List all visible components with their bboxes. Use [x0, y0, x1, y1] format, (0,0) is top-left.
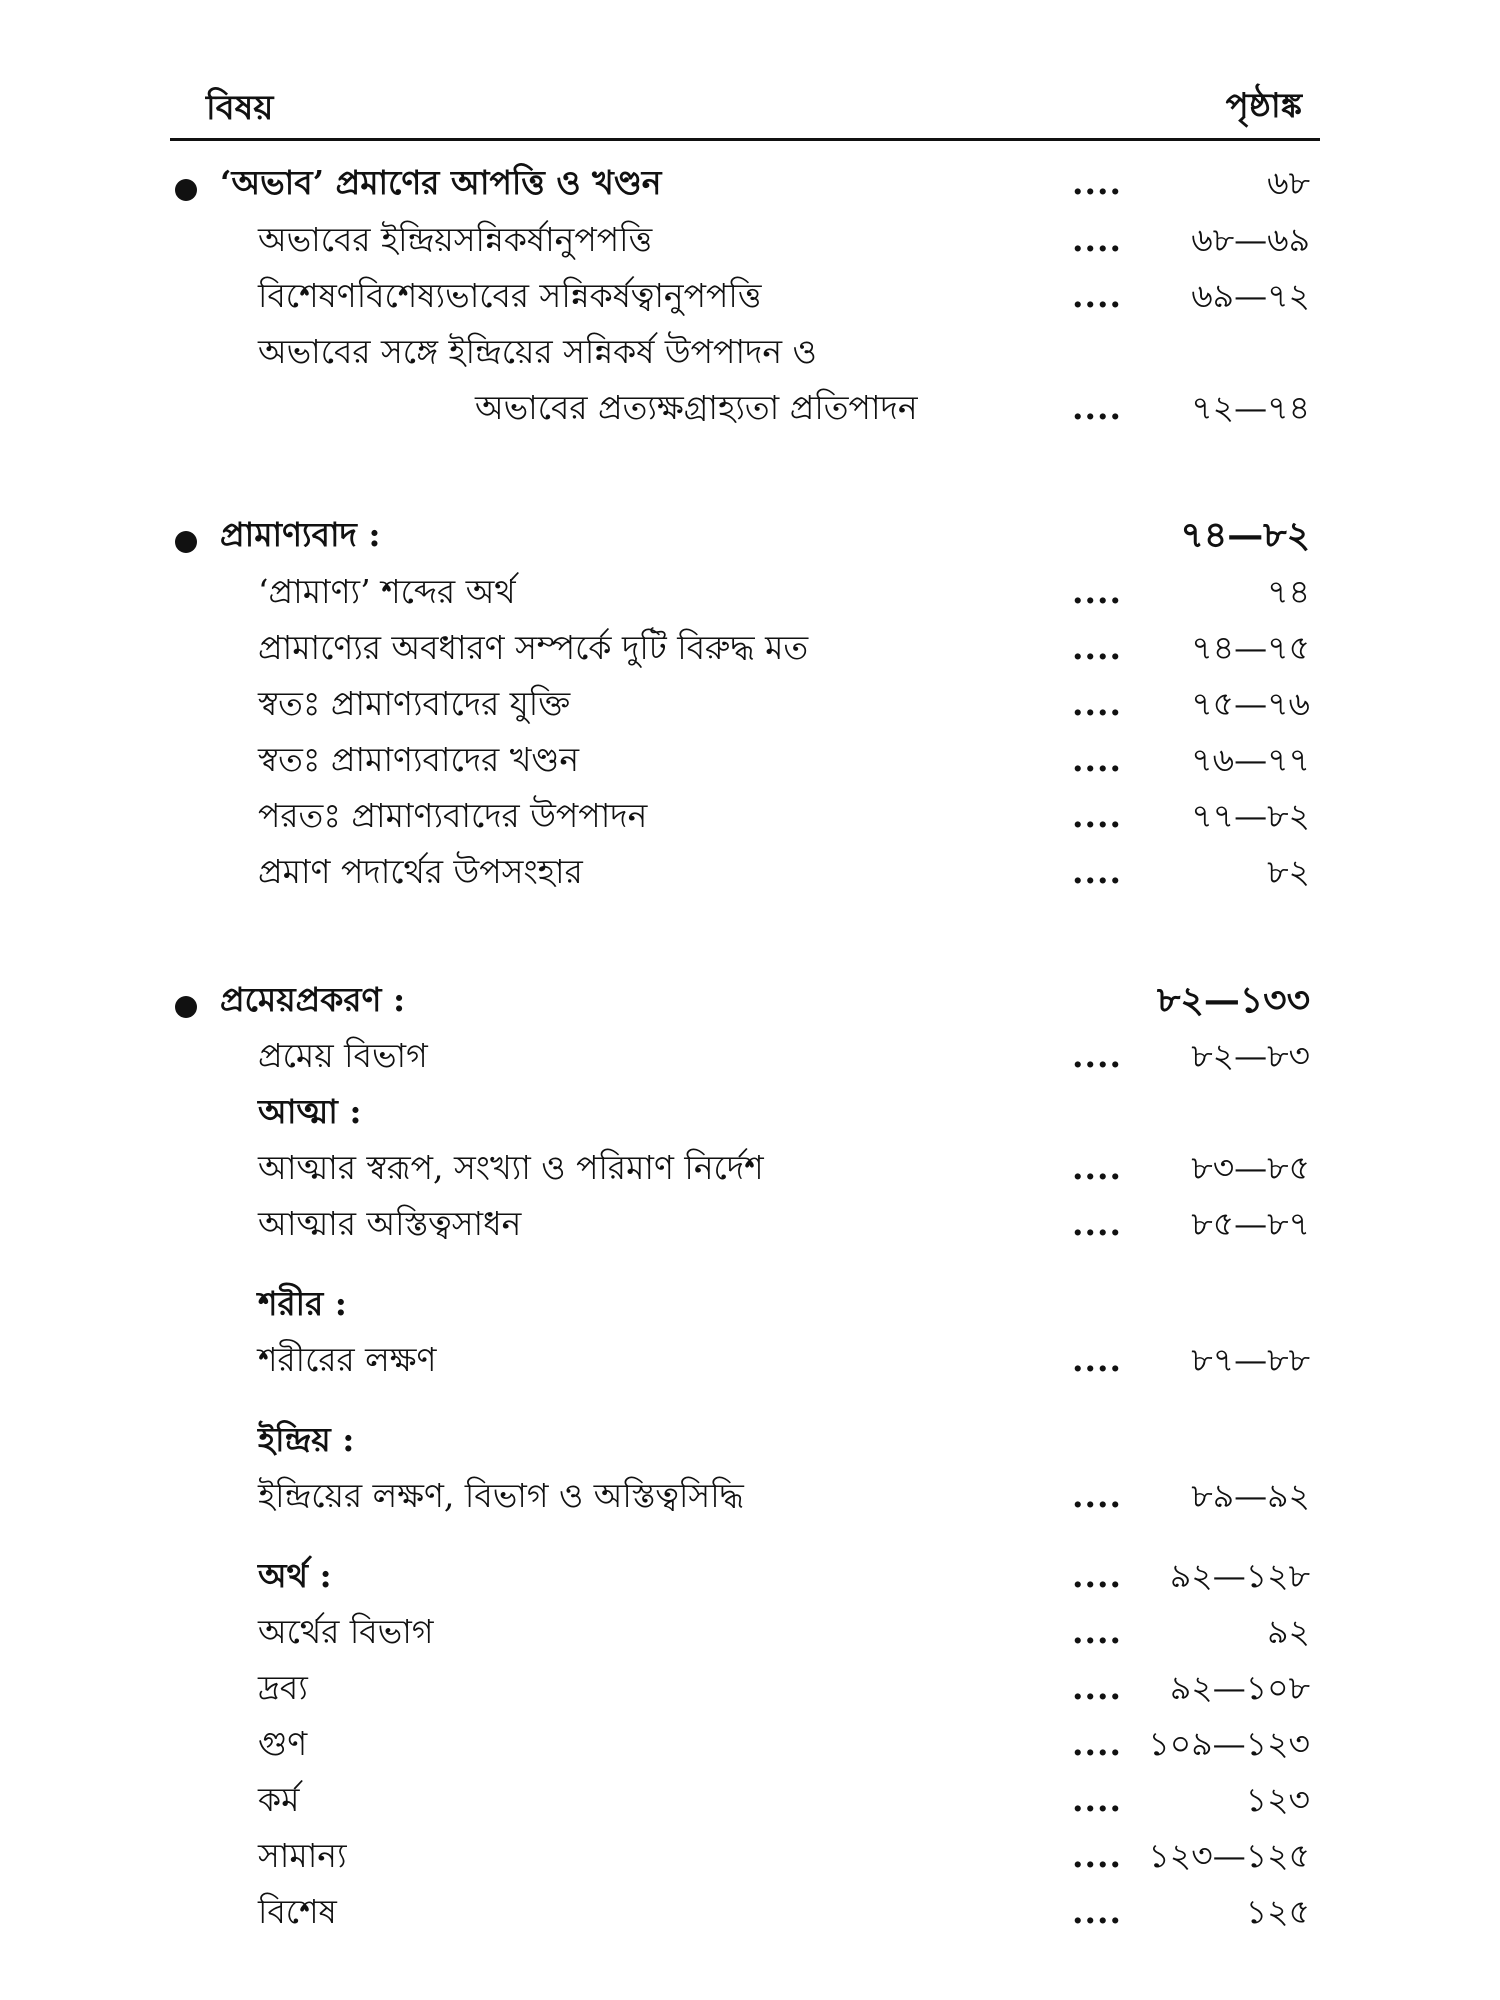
entry-title: অভাবের প্রত্যক্ষগ্রাহ্যতা প্রতিপাদন: [475, 388, 918, 427]
entry-title: ইন্দ্রিয় :: [258, 1420, 355, 1459]
entry-title: গুণ: [258, 1724, 308, 1763]
toc-entry: [0, 1660, 1500, 1714]
toc-entry: [0, 380, 1500, 434]
entry-page: ৬৯—৭২: [1191, 276, 1310, 315]
toc-entry: [0, 788, 1500, 842]
entry-title: স্বতঃ প্রামাণ্যবাদের যুক্তি: [258, 684, 571, 723]
toc-entry: [0, 155, 1500, 209]
entry-title: অভাবের ইন্দ্রিয়সন্নিকর্ষানুপপত্তি: [258, 220, 653, 259]
toc-entry: [0, 620, 1500, 674]
entry-title: প্রমেয়প্রকরণ :: [220, 980, 406, 1019]
entry-dots: ....: [1072, 1724, 1122, 1763]
toc-header: [170, 72, 1320, 141]
entry-dots: ....: [1072, 572, 1122, 611]
entry-title: পরতঃ প্রামাণ্যবাদের উপপাদন: [258, 796, 648, 835]
entry-title: অর্থ :: [258, 1556, 332, 1595]
toc-entry: [0, 1084, 1500, 1138]
entry-page: ৮৭—৮৮: [1191, 1340, 1310, 1379]
entry-dots: ....: [1072, 1836, 1122, 1875]
entry-page: ৮৯—৯২: [1191, 1476, 1310, 1515]
entry-page: ৮২—১৩৩: [1157, 979, 1310, 1021]
header-subject: বিষয়: [206, 88, 274, 128]
entry-title: বিশেষ: [258, 1892, 337, 1931]
toc-entry: [0, 1332, 1500, 1386]
toc-entry: [0, 564, 1500, 618]
entry-title: অর্থের বিভাগ: [258, 1612, 434, 1651]
toc-entry: [0, 676, 1500, 730]
entry-dots: ....: [1072, 1340, 1122, 1379]
entry-page: ৭৭—৮২: [1191, 796, 1310, 835]
entry-page: ১২৩—১২৫: [1148, 1836, 1310, 1875]
entry-page: ১২৫: [1245, 1892, 1310, 1931]
bullet-icon: [175, 996, 197, 1018]
toc-entry: [0, 844, 1500, 898]
toc-entry: [0, 1548, 1500, 1602]
entry-title: ইন্দ্রিয়ের লক্ষণ, বিভাগ ও অস্তিত্বসিদ্ধি: [258, 1476, 744, 1515]
entry-title: আত্মার স্বরূপ, সংখ্যা ও পরিমাণ নির্দেশ: [258, 1148, 764, 1187]
toc-entry: [0, 1716, 1500, 1770]
entry-title: প্রামাণ্যের অবধারণ সম্পর্কে দুটি বিরুদ্ধ মত: [258, 628, 809, 667]
toc-entry: [0, 1028, 1500, 1082]
entry-dots: ....: [1072, 628, 1122, 667]
entry-title: শরীর :: [258, 1284, 347, 1323]
entry-title: প্রামাণ্যবাদ :: [220, 515, 381, 554]
entry-title: দ্রব্য: [258, 1668, 308, 1707]
entry-dots: ....: [1072, 684, 1122, 723]
entry-title: প্রমাণ পদার্থের উপসংহার: [258, 852, 583, 891]
entry-page: ৭৪—৮২: [1180, 514, 1310, 556]
toc-entry: [0, 1276, 1500, 1330]
entry-dots: ....: [1072, 1668, 1122, 1707]
toc-entry: [0, 324, 1500, 378]
entry-dots: ....: [1072, 1780, 1122, 1819]
entry-title: প্রমেয় বিভাগ: [258, 1036, 428, 1075]
entry-title: ‘প্রামাণ্য’ শব্দের অর্থ: [258, 572, 516, 611]
entry-page: ১০৯—১২৩: [1148, 1724, 1310, 1763]
entry-dots: ....: [1072, 1036, 1122, 1075]
entry-page: ৮৩—৮৫: [1191, 1148, 1310, 1187]
toc-entry: [0, 1196, 1500, 1250]
entry-dots: ....: [1072, 276, 1122, 315]
entry-dots: ....: [1072, 1148, 1122, 1187]
entry-title: স্বতঃ প্রামাণ্যবাদের খণ্ডন: [258, 740, 580, 779]
entry-title: আত্মার অস্তিত্বসাধন: [258, 1204, 522, 1243]
entry-title: অভাবের সঙ্গে ইন্দ্রিয়ের সন্নিকর্ষ উপপাদন ও: [258, 332, 817, 371]
entry-dots: ....: [1072, 1204, 1122, 1243]
entry-page: ৭৪: [1267, 572, 1310, 611]
entry-dots: ....: [1072, 740, 1122, 779]
entry-dots: ....: [1072, 1476, 1122, 1515]
entry-page: ৭২—৭৪: [1191, 388, 1310, 427]
toc-entry: [0, 1884, 1500, 1938]
bullet-icon: [175, 531, 197, 553]
entry-page: ৬৮—৬৯: [1191, 220, 1310, 259]
toc-entry: [0, 1828, 1500, 1882]
entry-dots: ....: [1072, 1892, 1122, 1931]
toc-entry: [0, 732, 1500, 786]
toc-entry: [0, 1772, 1500, 1826]
entry-page: ৯২—১০৮: [1169, 1668, 1310, 1707]
entry-title: ‘অভাব’ প্রমাণের আপত্তি ও খণ্ডন: [220, 163, 662, 202]
entry-page: ৭৬—৭৭: [1191, 740, 1310, 779]
entry-page: ৬৮: [1267, 163, 1310, 202]
entry-dots: ....: [1072, 796, 1122, 835]
entry-page: ৭৪—৭৫: [1191, 628, 1310, 667]
toc-entry: [0, 212, 1500, 266]
entry-page: ৮২—৮৩: [1191, 1036, 1310, 1075]
header-page: পৃষ্ঠাঙ্ক: [1225, 86, 1302, 126]
toc-entry: [0, 1140, 1500, 1194]
entry-dots: ....: [1072, 852, 1122, 891]
entry-page: ৮২: [1267, 852, 1310, 891]
entry-dots: ....: [1072, 1612, 1122, 1651]
entry-page: ৯২: [1267, 1612, 1310, 1651]
entry-title: আত্মা :: [258, 1092, 362, 1131]
entry-page: ১২৩: [1245, 1780, 1310, 1819]
toc-entry: [0, 268, 1500, 322]
entry-title: বিশেষণবিশেষ্যভাবের সন্নিকর্ষত্বানুপপত্তি: [258, 276, 762, 315]
bullet-icon: [175, 179, 197, 201]
entry-dots: ....: [1072, 1556, 1122, 1595]
toc-entry: [0, 1468, 1500, 1522]
toc-entry: [0, 972, 1500, 1026]
entry-dots: ....: [1072, 163, 1122, 202]
entry-page: ৮৫—৮৭: [1191, 1204, 1310, 1243]
entry-title: কর্ম: [258, 1780, 300, 1819]
toc-entry: [0, 1604, 1500, 1658]
entry-title: শরীরের লক্ষণ: [258, 1340, 437, 1379]
entry-page: ৭৫—৭৬: [1191, 684, 1310, 723]
entry-title: সামান্য: [258, 1836, 347, 1875]
entry-dots: ....: [1072, 388, 1122, 427]
entry-page: ৯২—১২৮: [1169, 1556, 1310, 1595]
entry-dots: ....: [1072, 220, 1122, 259]
toc-entry: [0, 507, 1500, 561]
toc-entry: [0, 1412, 1500, 1466]
